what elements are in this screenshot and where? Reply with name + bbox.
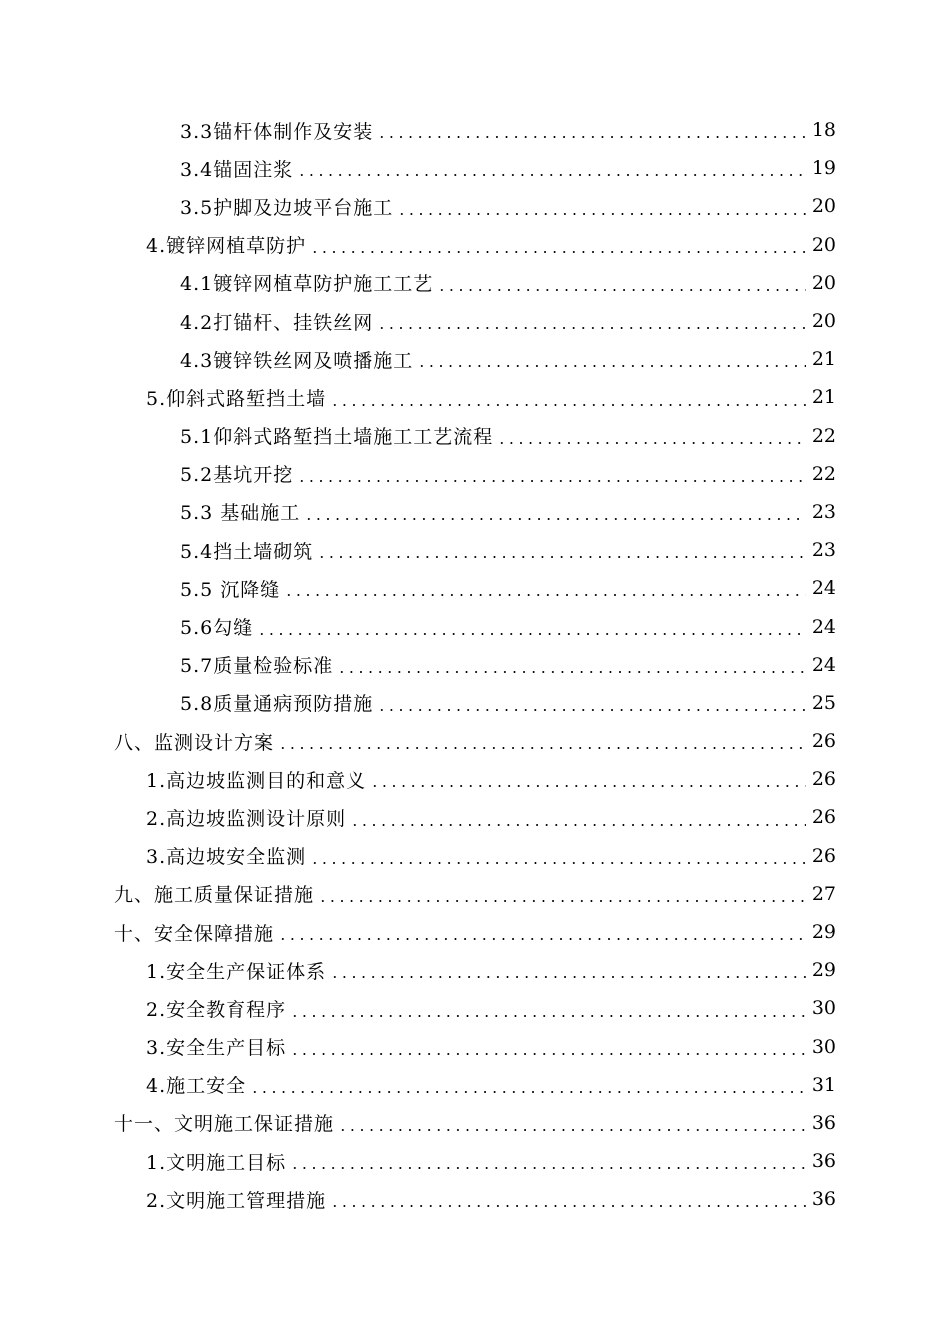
toc-entry[interactable] — [0, 913, 950, 951]
toc-entry-title: 2.文明施工管理措施 — [146, 1189, 327, 1212]
toc-entry-title: 3.5护脚及边坡平台施工 — [180, 196, 394, 219]
toc-entry[interactable] — [0, 340, 950, 378]
toc-entry-title: 3.安全生产目标 — [146, 1037, 287, 1060]
toc-entry[interactable] — [0, 722, 950, 760]
toc-entry-page: 22 — [811, 462, 836, 485]
toc-entry[interactable] — [0, 111, 950, 149]
toc-dot-leader — [310, 862, 806, 864]
toc-entry-title: 5.5 沉降缝 — [180, 578, 281, 601]
toc-entry[interactable] — [0, 1142, 950, 1180]
toc-entry[interactable] — [0, 1180, 950, 1218]
toc-entry-title: 十、安全保障措施 — [114, 922, 275, 945]
toc-entry-page: 36 — [811, 1150, 836, 1173]
toc-entry[interactable] — [0, 951, 950, 989]
toc-entry[interactable] — [0, 264, 950, 302]
toc-dot-leader — [497, 442, 806, 444]
toc-entry-title: 4.2打锚杆、挂铁丝网 — [180, 311, 374, 334]
toc-dot-leader — [377, 136, 806, 138]
toc-entry[interactable] — [0, 569, 950, 607]
toc-entry-title: 5.3 基础施工 — [180, 502, 301, 525]
toc-entry-page: 24 — [811, 615, 836, 638]
toc-entry-page: 36 — [811, 1188, 836, 1211]
toc-entry-page: 26 — [811, 768, 836, 791]
toc-entry-title: 1.高边坡监测目的和意义 — [146, 769, 367, 792]
toc-entry[interactable] — [0, 1104, 950, 1142]
toc-entry[interactable] — [0, 684, 950, 722]
toc-entry-title: 1.安全生产保证体系 — [146, 960, 327, 983]
toc-entry[interactable] — [0, 837, 950, 875]
toc-dot-leader — [290, 1053, 806, 1055]
toc-dot-leader — [350, 824, 806, 826]
toc-entry[interactable] — [0, 989, 950, 1027]
toc-entry-page: 20 — [811, 195, 836, 218]
toc-dot-leader — [304, 518, 806, 520]
toc-dot-leader — [297, 480, 806, 482]
toc-entry-page: 22 — [811, 424, 836, 447]
toc-entry-page: 18 — [811, 119, 836, 142]
toc-entry-page: 26 — [811, 730, 836, 753]
toc-entry[interactable] — [0, 226, 950, 264]
toc-dot-leader — [297, 174, 806, 176]
toc-dot-leader — [437, 289, 806, 291]
toc-entry[interactable] — [0, 760, 950, 798]
toc-entry-title: 4.施工安全 — [146, 1075, 247, 1098]
toc-entry-page: 26 — [811, 806, 836, 829]
toc-entry[interactable] — [0, 378, 950, 416]
toc-dot-leader — [397, 213, 806, 215]
toc-entry-page: 27 — [811, 882, 836, 905]
toc-entry-title: 5.1仰斜式路堑挡土墙施工工艺流程 — [180, 426, 494, 449]
toc-entry[interactable] — [0, 646, 950, 684]
toc-entry-page: 20 — [811, 310, 836, 333]
table-of-contents — [0, 111, 950, 1218]
toc-entry-page: 29 — [811, 921, 836, 944]
toc-dot-leader — [250, 1091, 806, 1093]
toc-entry-page: 24 — [811, 653, 836, 676]
toc-entry-title: 5.6勾缝 — [180, 617, 254, 640]
toc-entry[interactable] — [0, 455, 950, 493]
toc-entry-page: 23 — [811, 500, 836, 523]
toc-dot-leader — [290, 1167, 806, 1169]
toc-entry-page: 19 — [811, 157, 836, 180]
toc-entry[interactable] — [0, 149, 950, 187]
toc-entry-page: 20 — [811, 233, 836, 256]
toc-entry-page: 26 — [811, 844, 836, 867]
toc-entry-title: 2.安全教育程序 — [146, 998, 287, 1021]
toc-entry-title: 2.高边坡监测设计原则 — [146, 807, 347, 830]
toc-entry-page: 21 — [811, 348, 836, 371]
toc-entry-page: 36 — [811, 1111, 836, 1134]
toc-dot-leader — [284, 594, 806, 596]
toc-dot-leader — [257, 633, 806, 635]
toc-entry-title: 3.3锚杆体制作及安装 — [180, 120, 374, 143]
toc-dot-leader — [278, 747, 806, 749]
toc-entry-page: 25 — [811, 691, 836, 714]
toc-entry-page: 20 — [811, 271, 836, 294]
toc-entry-title: 4.1镀锌网植草防护施工工艺 — [180, 273, 434, 296]
toc-dot-leader — [317, 556, 806, 558]
toc-entry-title: 3.4锚固注浆 — [180, 158, 294, 181]
toc-dot-leader — [377, 709, 806, 711]
toc-entry-title: 4.3镀锌铁丝网及喷播施工 — [180, 349, 414, 372]
toc-entry-title: 1.文明施工目标 — [146, 1151, 287, 1174]
toc-entry-title: 5.7质量检验标准 — [180, 655, 334, 678]
toc-entry-title: 5.2基坑开挖 — [180, 464, 294, 487]
toc-entry[interactable] — [0, 187, 950, 225]
toc-dot-leader — [318, 900, 806, 902]
toc-entry-title: 5.仰斜式路堑挡土墙 — [146, 387, 327, 410]
toc-dot-leader — [417, 365, 806, 367]
toc-entry-page: 23 — [811, 539, 836, 562]
toc-entry[interactable] — [0, 531, 950, 569]
toc-entry[interactable] — [0, 417, 950, 455]
toc-dot-leader — [330, 976, 806, 978]
toc-dot-leader — [278, 938, 806, 940]
toc-entry[interactable] — [0, 875, 950, 913]
toc-entry-title: 九、施工质量保证措施 — [114, 884, 315, 907]
toc-entry[interactable] — [0, 607, 950, 645]
toc-entry-title: 4.镀锌网植草防护 — [146, 235, 307, 258]
toc-entry-title: 5.8质量通病预防措施 — [180, 693, 374, 716]
toc-dot-leader — [338, 1129, 806, 1131]
toc-entry-page: 24 — [811, 577, 836, 600]
toc-entry-title: 八、监测设计方案 — [114, 731, 275, 754]
toc-dot-leader — [290, 1015, 806, 1017]
toc-entry[interactable] — [0, 493, 950, 531]
toc-entry-page: 30 — [811, 997, 836, 1020]
toc-entry[interactable] — [0, 798, 950, 836]
toc-dot-leader — [330, 1205, 806, 1207]
toc-dot-leader — [370, 785, 806, 787]
toc-entry[interactable] — [0, 302, 950, 340]
toc-entry-title: 3.高边坡安全监测 — [146, 846, 307, 869]
toc-dot-leader — [337, 671, 806, 673]
toc-entry-title: 5.4挡土墙砌筑 — [180, 540, 314, 563]
toc-entry[interactable] — [0, 1028, 950, 1066]
toc-entry-page: 21 — [811, 386, 836, 409]
toc-entry-page: 30 — [811, 1035, 836, 1058]
toc-entry-page: 29 — [811, 959, 836, 982]
toc-entry[interactable] — [0, 1066, 950, 1104]
toc-dot-leader — [330, 404, 806, 406]
toc-dot-leader — [377, 327, 806, 329]
toc-entry-page: 31 — [811, 1073, 836, 1096]
toc-entry-title: 十一、文明施工保证措施 — [114, 1113, 335, 1136]
toc-dot-leader — [310, 251, 806, 253]
